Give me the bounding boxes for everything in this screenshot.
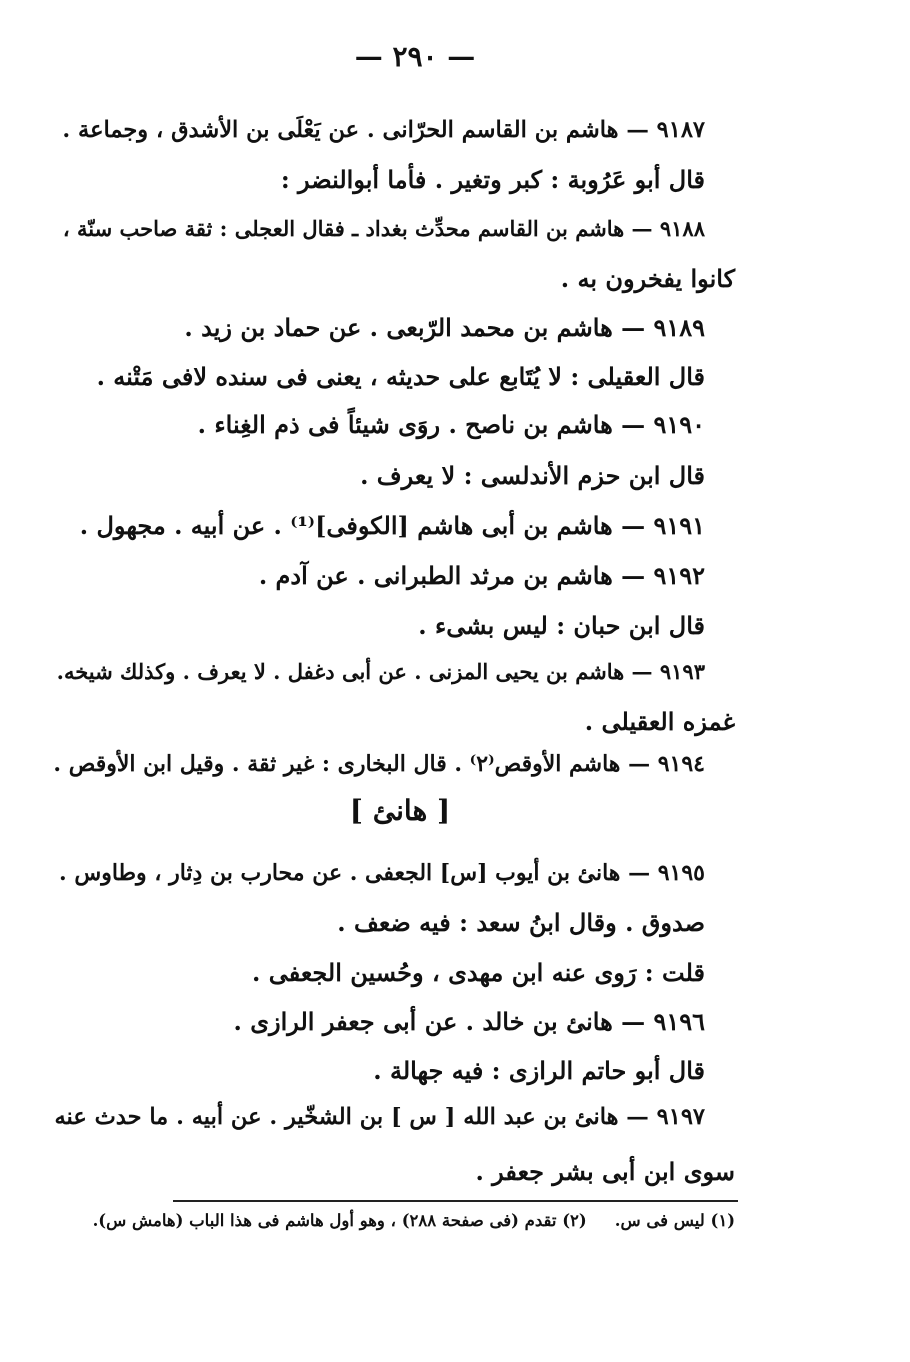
entry-9192-quote: قال ابن حبان : ليس بشىء .: [418, 611, 705, 640]
page-number: — ٢٩٠ —: [354, 40, 476, 73]
entry-9187-quote: قال أبو عَرُوبة : كبر وتغير . فأما أبوالنضر :: [280, 165, 705, 194]
entry-9194-line: ٩١٩٤ — هاشم الأوقص⁽٢⁾ . قال البخارى : غير ثقة . وقيل ابن الأوقص .: [53, 751, 705, 777]
entry-9195-line: ٩١٩٥ — هانئ بن أيوب [س] الجعفى . عن محارب بن دِثار ، وطاوس .: [59, 860, 705, 886]
footnote-1: (١) ليس فى س.: [614, 1211, 735, 1230]
entry-9195-quote: صدوق . وقال ابنُ سعد : فيه ضعف .: [337, 908, 705, 937]
entry-9197-line: ٩١٩٧ — هانئ بن عبد الله [ س ] بن الشخّير . عن أبيه . ما حدث عنه: [54, 1104, 705, 1130]
entry-9188-continuation: كانوا يفخرون به .: [560, 264, 735, 293]
entry-9193-line: ٩١٩٣ — هاشم بن يحيى المزنى . عن أبى دغفل . لا يعرف . وكذلك شيخه.: [56, 659, 705, 684]
section-heading: [ هانئ ]: [349, 794, 451, 827]
entry-9196-quote: قال أبو حاتم الرازى : فيه جهالة .: [373, 1056, 705, 1085]
entry-9190-line: ٩١٩٠ — هاشم بن ناصح . روَى شيئاً فى ذم الغِناء .: [197, 410, 705, 439]
entry-9189-quote: قال العقيلى : لا يُتَابع على حديثه ، يعنى فى سنده لافى مَتْنه .: [96, 362, 705, 391]
entry-9192-line: ٩١٩٢ — هاشم بن مرثد الطبرانى . عن آدم .: [258, 561, 705, 590]
entry-9187-line: ٩١٨٧ — هاشم بن القاسم الحرّانى . عن يَعْلَى بن الأشدق ، وجماعة .: [62, 117, 705, 143]
entry-9197-continuation: سوى ابن أبى بشر جعفر .: [475, 1157, 735, 1186]
entry-9190-quote: قال ابن حزم الأندلسى : لا يعرف .: [360, 461, 705, 490]
entry-9188-line: ٩١٨٨ — هاشم بن القاسم محدِّث بغداد ـ فقال العجلى : ثقة صاحب سنّة ،: [62, 216, 705, 241]
entry-9193-continuation: غمزه العقيلى .: [584, 707, 735, 736]
entry-9189-line: ٩١٨٩ — هاشم بن محمد الرّبعى . عن حماد بن زيد .: [184, 313, 705, 342]
footnotes: [65, 1206, 735, 1236]
entry-9191-line: ٩١٩١ — هاشم بن أبى هاشم [الكوفى]⁽¹⁾ . عن أبيه . مجهول .: [79, 511, 705, 540]
footnote-2: (٢) تقدم (فى صفحة ٢٨٨) ، وهو أول هاشم فى هذا الباب (هامش س).: [92, 1211, 587, 1230]
entry-9195-note: قلت : رَوى عنه ابن مهدى ، وحُسين الجعفى .: [252, 958, 705, 987]
entry-9196-line: ٩١٩٦ — هانئ بن خالد . عن أبى جعفر الرازى .: [233, 1007, 705, 1036]
footnote-divider: [173, 1200, 738, 1202]
